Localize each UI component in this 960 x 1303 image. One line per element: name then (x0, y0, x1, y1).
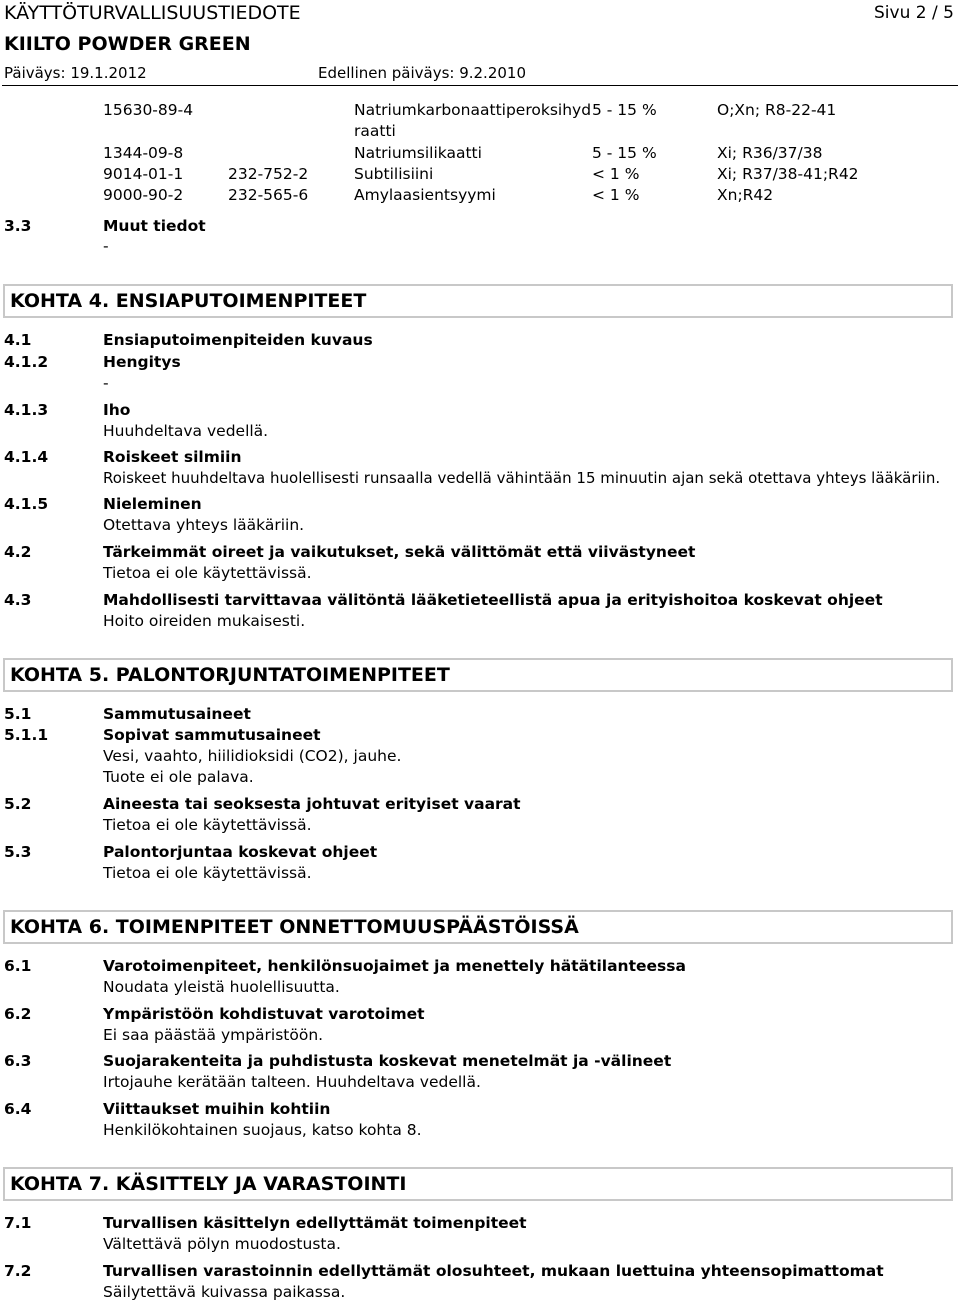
subsection-text: - (103, 374, 109, 392)
subsection-number: 5.3 (4, 843, 32, 861)
classification: Xi; R36/37/38 (717, 144, 823, 162)
issue-date: Päiväys: 19.1.2012 (4, 64, 147, 82)
product-name: KIILTO POWDER GREEN (4, 33, 251, 55)
subsection-title: Nieleminen (103, 495, 202, 513)
subsection-text: Noudata yleistä huolellisuutta. (103, 978, 340, 996)
previous-date: Edellinen päiväys: 9.2.2010 (318, 64, 527, 82)
cas-number: 1344-09-8 (103, 144, 184, 162)
subsection-title: Varotoimenpiteet, henkilönsuojaimet ja menettely hätätilanteessa (103, 957, 686, 975)
subsection-text: Säilytettävä kuivassa paikassa. (103, 1283, 346, 1301)
subsection-text: Vesi, vaahto, hiilidioksidi (CO2), jauhe. (103, 747, 402, 765)
substance-name: Subtilisiini (354, 165, 434, 183)
subsection-text: Tietoa ei ole käytettävissä. (103, 816, 312, 834)
subsection-number: 4.2 (4, 543, 32, 561)
substance-name: Natriumsilikaatti (354, 144, 482, 162)
section-7-heading: KOHTA 7. KÄSITTELY JA VARASTOINTI (3, 1167, 953, 1201)
subsection-number: 7.2 (4, 1262, 32, 1280)
subsection-text: Tuote ei ole palava. (103, 768, 254, 786)
subsection-title: Muut tiedot (103, 217, 206, 235)
cas-number: 9000-90-2 (103, 186, 184, 204)
subsection-title: Viittaukset muihin kohtiin (103, 1100, 331, 1118)
page-number: Sivu 2 / 5 (874, 3, 954, 23)
subsection-text: Irtojauhe kerätään talteen. Huuhdeltava vedellä. (103, 1073, 481, 1091)
subsection-text: - (103, 237, 109, 255)
subsection-title: Tärkeimmät oireet ja vaikutukset, sekä välittömät että viivästyneet (103, 543, 696, 561)
subsection-text: Otettava yhteys lääkäriin. (103, 516, 305, 534)
classification: Xn;R42 (717, 186, 774, 204)
subsection-number: 4.1.5 (4, 495, 49, 513)
subsection-title: Ympäristöön kohdistuvat varotoimet (103, 1005, 425, 1023)
substance-name: Amylaasientsyymi (354, 186, 496, 204)
subsection-text: Vältettävä pölyn muodostusta. (103, 1235, 341, 1253)
subsection-number: 5.1.1 (4, 726, 49, 744)
subsection-number: 4.1 (4, 331, 32, 349)
subsection-title: Mahdollisesti tarvittavaa välitöntä lääketieteellistä apua ja erityishoitoa koskevat ohjeet (103, 591, 883, 609)
concentration: 5 - 15 % (592, 144, 657, 162)
section-4-heading: KOHTA 4. ENSIAPUTOIMENPITEET (3, 284, 953, 318)
subsection-number: 7.1 (4, 1214, 32, 1232)
subsection-number: 6.2 (4, 1005, 32, 1023)
cas-number: 9014-01-1 (103, 165, 184, 183)
substance-name: Natriumkarbonaattiperoksihydraatti (354, 101, 592, 140)
ec-number: 232-565-6 (228, 186, 309, 204)
subsection-title: Hengitys (103, 353, 181, 371)
subsection-number: 3.3 (4, 217, 32, 235)
subsection-number: 4.1.3 (4, 401, 49, 419)
subsection-text: Ei saa päästää ympäristöön. (103, 1026, 324, 1044)
document-title: KÄYTTÖTURVALLISUUSTIEDOTE (4, 2, 301, 24)
subsection-text: Hoito oireiden mukaisesti. (103, 612, 306, 630)
subsection-number: 4.1.2 (4, 353, 49, 371)
ec-number: 232-752-2 (228, 165, 309, 183)
subsection-title: Suojarakenteita ja puhdistusta koskevat menetelmät ja -välineet (103, 1052, 672, 1070)
subsection-number: 5.2 (4, 795, 32, 813)
subsection-title: Palontorjuntaa koskevat ohjeet (103, 843, 378, 861)
section-6-heading: KOHTA 6. TOIMENPITEET ONNETTOMUUSPÄÄSTÖISSÄ (3, 910, 953, 944)
subsection-number: 4.3 (4, 591, 32, 609)
subsection-number: 6.4 (4, 1100, 32, 1118)
subsection-title: Ensiaputoimenpiteiden kuvaus (103, 331, 373, 349)
classification: O;Xn; R8-22-41 (717, 101, 837, 119)
concentration: 5 - 15 % (592, 101, 657, 119)
subsection-title: Sopivat sammutusaineet (103, 726, 321, 744)
subsection-number: 6.3 (4, 1052, 32, 1070)
header-divider (2, 85, 958, 86)
subsection-text: Henkilökohtainen suojaus, katso kohta 8. (103, 1121, 422, 1139)
subsection-number: 4.1.4 (4, 448, 49, 466)
concentration: < 1 % (592, 165, 640, 183)
subsection-title: Aineesta tai seoksesta johtuvat erityiset vaarat (103, 795, 521, 813)
subsection-text: Roiskeet huuhdeltava huolellisesti runsaalla vedellä vähintään 15 minuutin ajan sekä otettava yhteys lääkäriin. (103, 469, 941, 487)
subsection-title: Sammutusaineet (103, 705, 251, 723)
subsection-text: Huuhdeltava vedellä. (103, 422, 269, 440)
subsection-number: 5.1 (4, 705, 32, 723)
subsection-title: Turvallisen varastoinnin edellyttämät olosuhteet, mukaan luettuina yhteensopimattomat (103, 1262, 884, 1280)
concentration: < 1 % (592, 186, 640, 204)
subsection-text: Tietoa ei ole käytettävissä. (103, 564, 312, 582)
subsection-title: Turvallisen käsittelyn edellyttämät toimenpiteet (103, 1214, 527, 1232)
subsection-title: Roiskeet silmiin (103, 448, 242, 466)
subsection-title: Iho (103, 401, 131, 419)
subsection-text: Tietoa ei ole käytettävissä. (103, 864, 312, 882)
classification: Xi; R37/38-41;R42 (717, 165, 859, 183)
subsection-number: 6.1 (4, 957, 32, 975)
cas-number: 15630-89-4 (103, 101, 194, 119)
section-5-heading: KOHTA 5. PALONTORJUNTATOIMENPITEET (3, 658, 953, 692)
